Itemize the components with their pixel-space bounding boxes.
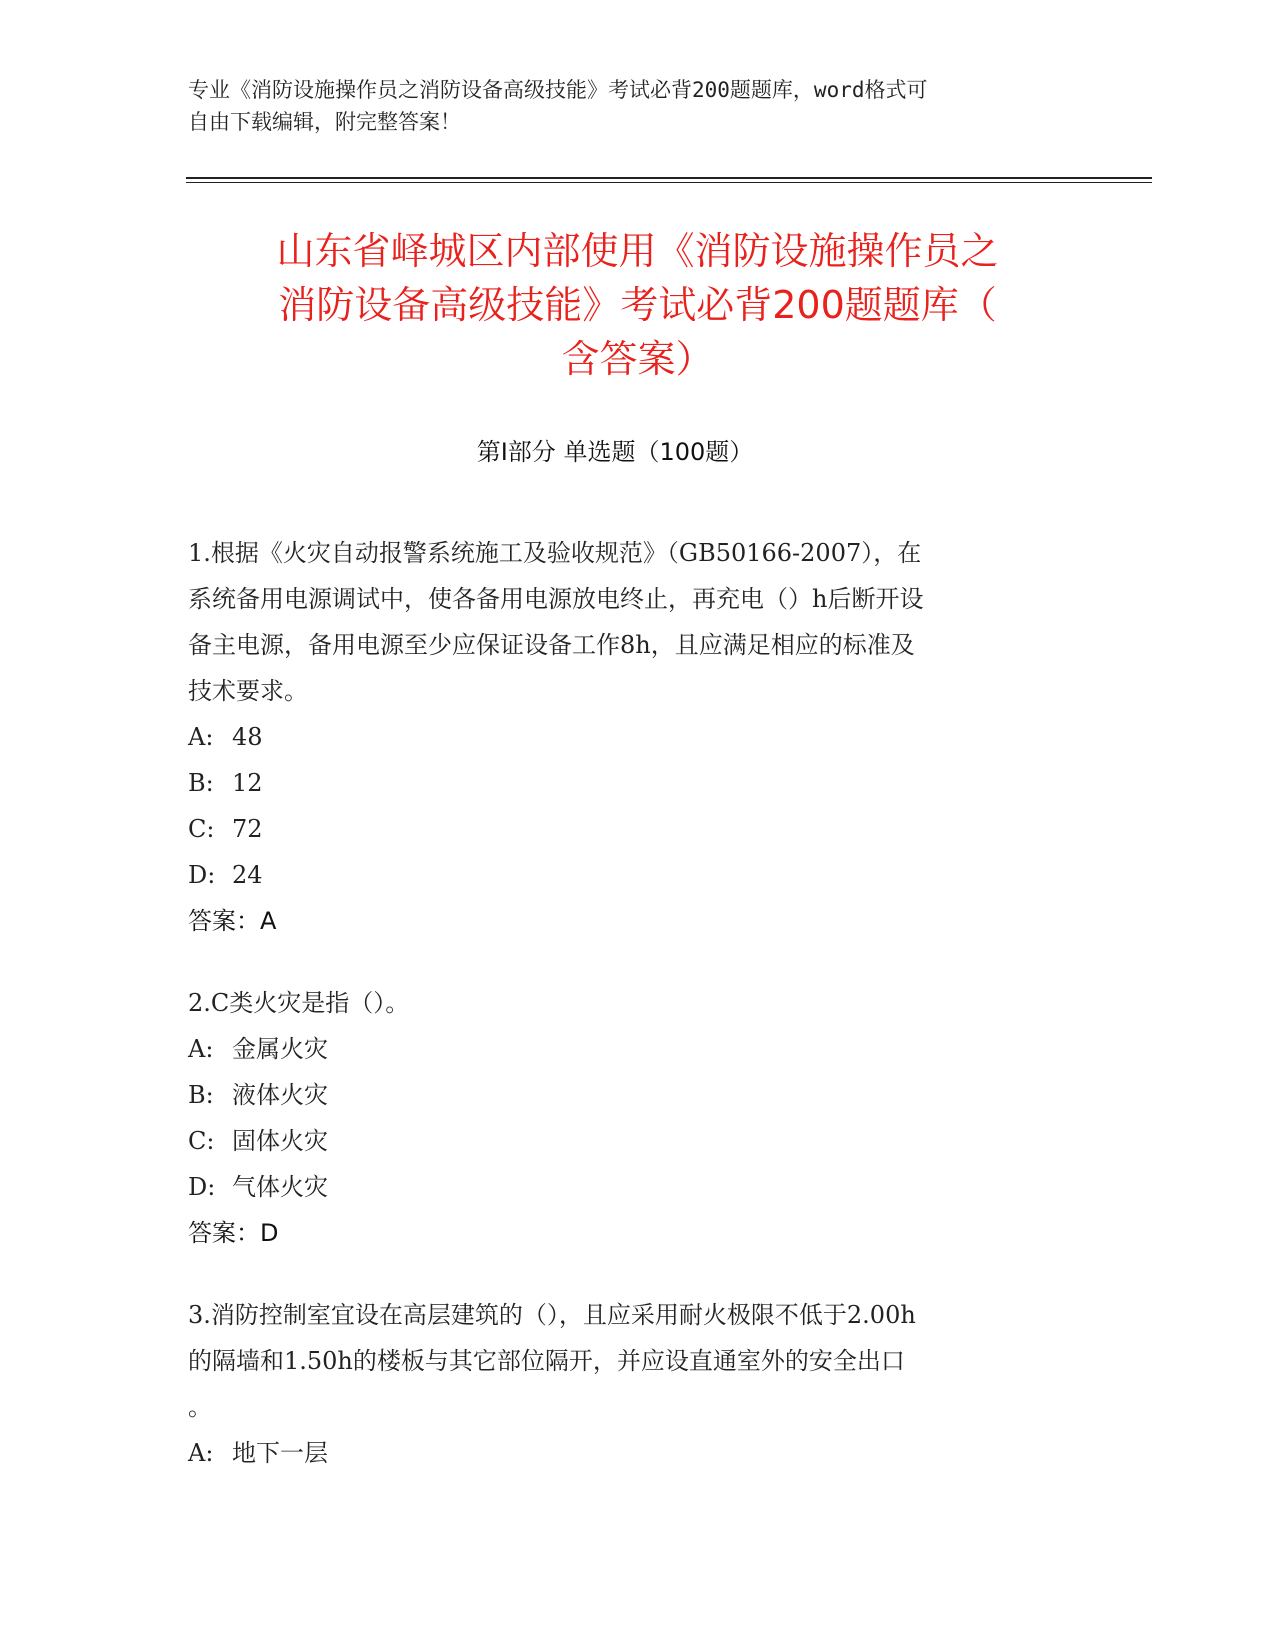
option-text: 气体火灾 — [232, 1173, 328, 1201]
option-text: 固体火灾 — [232, 1127, 328, 1155]
document-title-line-3: 含答案） — [561, 337, 714, 381]
question-2-option-c — [188, 1118, 1088, 1164]
question-2-stem-line-1: 2.C类火灾是指（）。 — [188, 989, 410, 1017]
question-3-stem-line-1: 3.消防控制室宜设在高层建筑的（），且应采用耐火极限不低于2.00h — [188, 1301, 916, 1329]
header-note — [188, 74, 1088, 138]
question-1-stem-line-1: 1.根据《火灾自动报警系统施工及验收规范》（GB50166-2007），在 — [188, 539, 922, 567]
document-title — [150, 224, 1125, 386]
question-3-stem-line-3: 。 — [188, 1393, 212, 1421]
question-1-stem-line-2: 系统备用电源调试中，使各备用电源放电终止，再充电（）h后断开设 — [188, 585, 924, 613]
option-letter: B: — [188, 769, 214, 797]
document-title-line-1: 山东省峄城区内部使用《消防设施操作员之 — [276, 229, 999, 273]
question-1 — [188, 530, 1088, 944]
question-1-answer: 答案：A — [188, 907, 277, 935]
option-text: 液体火灾 — [232, 1081, 328, 1109]
question-3-stem-line-2: 的隔墙和1.50h的楼板与其它部位隔开，并应设直通室外的安全出口 — [188, 1347, 905, 1375]
question-1-stem-line-4: 技术要求。 — [188, 677, 308, 705]
option-letter: C: — [188, 815, 215, 843]
question-1-option-b — [188, 760, 1088, 806]
option-letter: A: — [188, 1439, 214, 1467]
question-2 — [188, 980, 1088, 1256]
question-2-option-b — [188, 1072, 1088, 1118]
section-heading: 第Ⅰ部分 单选题（100题） — [476, 438, 754, 466]
header-divider-thin — [186, 182, 1152, 183]
option-letter: B: — [188, 1081, 214, 1109]
option-text: 金属火灾 — [232, 1035, 328, 1063]
option-text: 72 — [232, 815, 263, 843]
question-2-answer: 答案：D — [188, 1219, 279, 1247]
question-2-option-d — [188, 1164, 1088, 1210]
option-text: 地下一层 — [232, 1439, 328, 1467]
header-note-line-1: 专业《消防设施操作员之消防设备高级技能》考试必背200题题库，word格式可 — [188, 78, 928, 102]
question-3 — [188, 1292, 1088, 1476]
option-letter: A: — [188, 723, 214, 751]
option-text: 48 — [232, 723, 263, 751]
document-title-line-2: 消防设备高级技能》考试必背200题题库（ — [278, 283, 997, 327]
option-text: 12 — [232, 769, 263, 797]
option-letter: D: — [188, 1173, 216, 1201]
option-letter: D: — [188, 861, 216, 889]
option-letter: C: — [188, 1127, 215, 1155]
option-letter: A: — [188, 1035, 214, 1063]
question-1-option-d — [188, 852, 1088, 898]
question-3-option-a — [188, 1430, 1088, 1476]
question-2-option-a — [188, 1026, 1088, 1072]
question-1-option-a — [188, 714, 1088, 760]
header-note-line-2: 自由下载编辑，附完整答案！ — [188, 110, 461, 134]
option-text: 24 — [232, 861, 263, 889]
question-1-stem-line-3: 备主电源，备用电源至少应保证设备工作8h，且应满足相应的标准及 — [188, 631, 915, 659]
header-divider-thick — [186, 177, 1152, 179]
question-list — [188, 530, 1088, 1512]
question-1-option-c — [188, 806, 1088, 852]
